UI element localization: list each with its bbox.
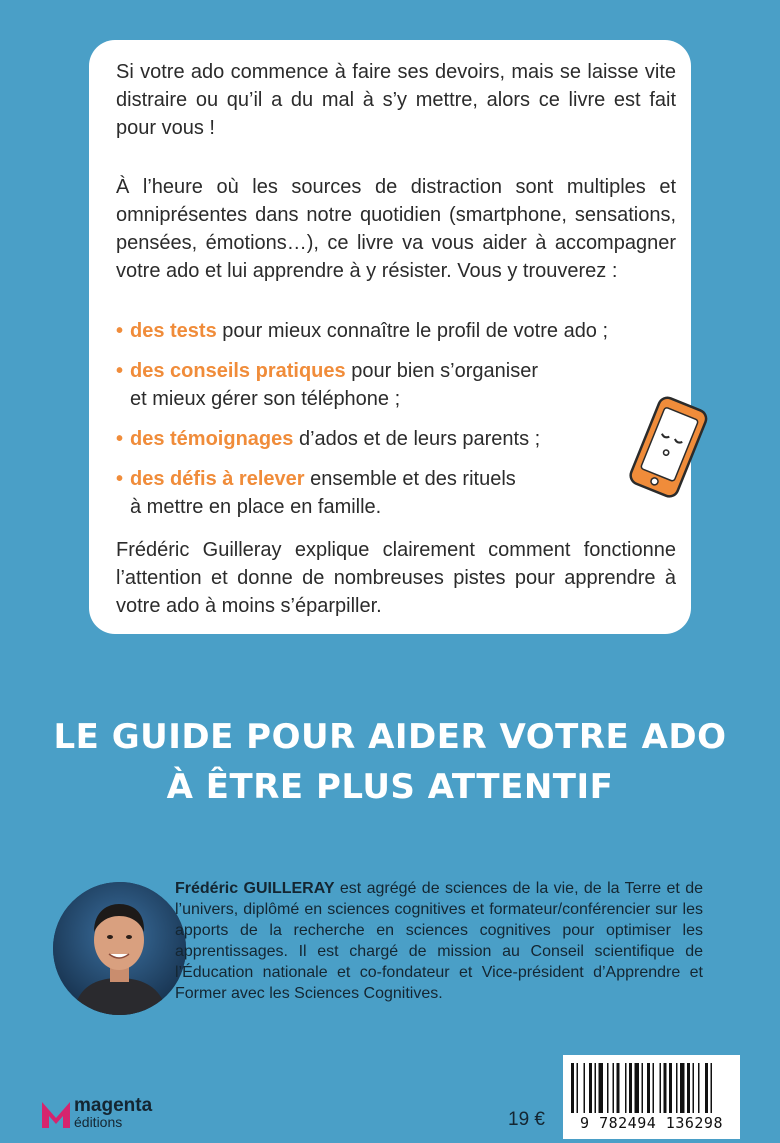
author-bio-text: est agrégé de sciences de la vie, de la Terre et de l’univers, diplômé en sciences cognitives et formateur/conférencier sur les apports de la recherche en sciences cognitives pour optimiser les apprentissages. Il est chargé de mission au Conseil scientifique de l’Éducation nationale et co-fondateur et Vice-président d’Apprendre et Former avec les Sciences Cognitives. [175,880,703,1002]
isbn-number: 9 782494 136298 [580,1114,723,1132]
summary-card [89,40,691,634]
bullet-text: d’ados et de leurs parents ; [293,428,541,450]
bullet-highlight: des conseils pratiques [130,360,346,382]
magenta-logo-icon [40,1098,72,1130]
bullet-marker: • [116,360,124,382]
author-name: Frédéric GUILLERAY [175,880,335,897]
headline-line-2: À ÊTRE PLUS ATTENTIF [166,767,614,807]
headline [0,712,780,812]
author-portrait-icon [53,882,186,1015]
bullet-text: pour bien s’organiser et mieux gérer son téléphone ; [130,360,538,410]
smartphone-icon [621,393,715,503]
bullet-text: pour mieux connaître le profil de votre ado ; [216,320,609,342]
list-item [116,425,580,453]
intro-paragraph-1: Si votre ado commence à faire ses devoirs, mais se laisse vite distraire ou qu’il a du mal à s’y mettre, alors ce livre est fait pour vous ! [116,61,676,139]
barcode-bars-icon [569,1063,734,1113]
bullet-marker: • [116,468,124,490]
publisher-brand: magenta [74,1095,153,1116]
list-item [116,357,540,413]
list-item [116,317,640,345]
avatar [53,882,186,1015]
bullet-highlight: des témoignages [130,428,294,450]
intro-paragraph-3: Frédéric Guilleray explique clairement comment fonctionne l’attention et donne de nombreuses pistes pour apprendre à votre ado à moins s’éparpiller. [116,539,676,617]
feature-list [116,317,676,533]
bullet-marker: • [116,320,124,342]
bullet-highlight: des défis à relever [130,468,305,490]
headline-line-1: LE GUIDE POUR AIDER VOTRE ADO [53,717,727,757]
price: 19 € [508,1109,545,1130]
author-bio [175,878,703,1004]
publisher-sub: éditions [74,1114,123,1130]
barcode [563,1055,740,1139]
publisher-logo [40,1094,160,1134]
bullet-text: ensemble et des rituels à mettre en place en famille. [130,468,516,518]
intro-paragraph-2: À l’heure où les sources de distraction sont multiples et omniprésentes dans notre quotidien (smartphone, sensations, pensées, émotions…), ce livre va vous aider à accompagner votre ado et lui apprendre à y résister. Vous y trouverez : [116,176,676,282]
list-item [116,465,530,521]
bullet-marker: • [116,428,124,450]
bullet-highlight: des tests [130,320,217,342]
